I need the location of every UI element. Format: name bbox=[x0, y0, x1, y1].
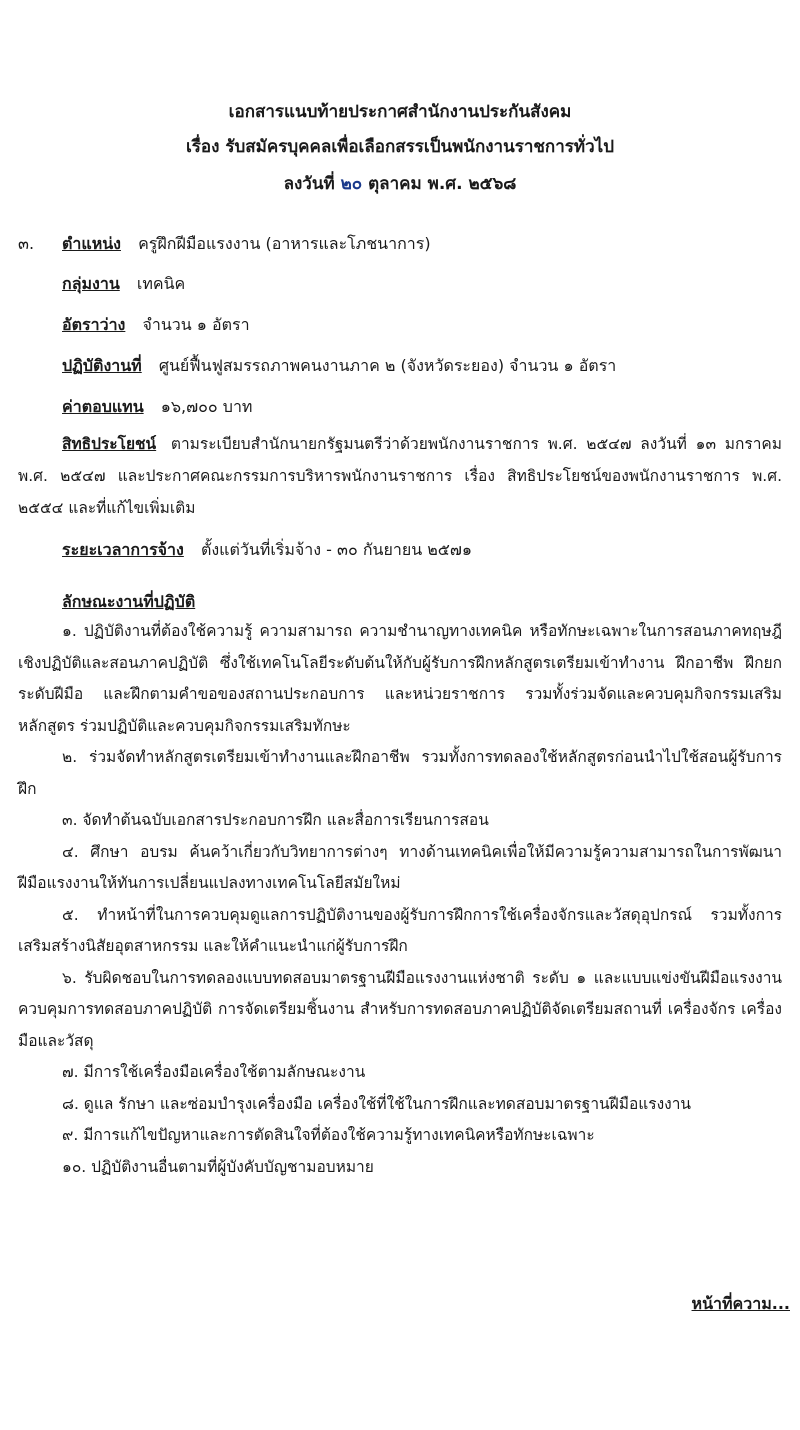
salary-label: ค่าตอบแทน bbox=[62, 397, 144, 416]
duty-item: ๘. ดูแล รักษา และซ่อมบำรุงเครื่องมือ เครื่องใช้ที่ใช้ในการฝึกและทดสอบมาตรฐานฝีมือแรงงาน bbox=[62, 1094, 692, 1113]
group-value: เทคนิค bbox=[136, 274, 186, 293]
duty-item: ๖. รับผิดชอบในการทดลองแบบทดสอบมาตรฐานฝีมือแรงงานแห่งชาติ ระดับ ๑ และแบบแข่งขันฝีมือแรงงาน ควบคุมการทดสอบภาคปฏิบัติ การจัดเตรียมชิ้นงาน สำหรับการทดสอบภาคปฏิบัติจัดเตรียมสถานที่ เครื่องจักร เครื่องมือและวัสดุ bbox=[18, 968, 782, 1050]
term-label: ระยะเวลาการจ้าง bbox=[62, 540, 184, 559]
position-field bbox=[62, 232, 431, 257]
duty-item: ๑๐. ปฏิบัติงานอื่นตามที่ผู้บังคับบัญชามอบหมาย bbox=[62, 1157, 374, 1176]
vacancy-field bbox=[62, 313, 250, 338]
benefits-text: ตามระเบียบสำนักนายกรัฐมนตรีว่าด้วยพนักงานราชการ พ.ศ. ๒๕๔๗ ลงวันที่ ๑๓ มกราคม พ.ศ. ๒๕๔๗ และประกาศคณะกรรมการบริหารพนักงานราชการ เรื่อง สิทธิประโยชน์ของพนักงานราชการ พ.ศ. ๒๕๕๔ และที่แก้ไขเพิ่มเติม bbox=[18, 435, 782, 517]
position-label: ตำแหน่ง bbox=[62, 234, 121, 253]
group-label: กลุ่มงาน bbox=[62, 274, 120, 293]
duty-item: ๙. มีการแก้ไขปัญหาและการตัดสินใจที่ต้องใช้ความรู้ทางเทคนิคหรือทักษะเฉพาะ bbox=[62, 1126, 595, 1144]
position-number: ๓. bbox=[18, 234, 35, 253]
duty-item: ๑. ปฏิบัติงานที่ต้องใช้ความรู้ ความสามารถ ความชำนาญทางเทคนิค หรือทักษะเฉพาะในการสอนภาคทฤษฎี เชิงปฏิบัติและสอนภาคปฏิบัติ ซึ่งใช้เทคโนโลยีระดับต้นให้กับผู้รับการฝึกหลักสูตรเตรียมเข้าทำงาน ฝึกอาชีพ ฝึกยกระดับฝีมือ และฝึกตามคำขอของสถานประกอบการ และหน่วยราชการ รวมทั้งร่วมจัดและควบคุมกิจกรรมเสริมหลักสูตร ร่วมปฏิบัติและควบคุมกิจกรรมเสริมทักษะ bbox=[18, 622, 782, 735]
vacancy-value: จำนวน ๑ อัตรา bbox=[142, 315, 250, 334]
term-field bbox=[62, 538, 472, 563]
duty-item: ๓. จัดทำต้นฉบับเอกสารประกอบการฝึก และสื่อการเรียนการสอน bbox=[62, 811, 489, 829]
duty-item: ๔. ศึกษา อบรม ค้นคว้าเกี่ยวกับวิทยาการต่างๆ ทางด้านเทคนิคเพื่อให้มีความรู้ความสามารถในการพัฒนาฝีมือแรงงานให้ทันการเปลี่ยนแปลงทางเทคโนโลยีสมัยใหม่ bbox=[18, 842, 782, 892]
next-page-indicator: หน้าที่ความ... bbox=[691, 1294, 790, 1313]
duties-list bbox=[18, 616, 782, 1183]
duty-item: ๗. มีการใช้เครื่องมือเครื่องใช้ตามลักษณะงาน bbox=[62, 1063, 366, 1081]
duty-item: ๕. ทำหน้าที่ในการควบคุมดูแลการปฏิบัติงานของผู้รับการฝึกการใช้เครื่องจักรและวัสดุอุปกรณ์ รวมทั้งการเสริมสร้างนิสัยอุตสาหกรรม และให้คำแนะนำแก่ผู้รับการฝึก bbox=[18, 905, 782, 955]
document-date bbox=[0, 170, 800, 197]
position-value: ครูฝึกฝีมือแรงงาน (อาหารและโภชนาการ) bbox=[138, 234, 431, 253]
workplace-label: ปฏิบัติงานที่ bbox=[62, 356, 142, 375]
vacancy-label: อัตราว่าง bbox=[62, 315, 126, 334]
salary-field bbox=[62, 395, 252, 420]
workplace-field bbox=[62, 354, 616, 379]
benefits-label: สิทธิประโยชน์ bbox=[62, 435, 157, 453]
group-field bbox=[62, 272, 185, 297]
document-title: เอกสารแนบท้ายประกาศสำนักงานประกันสังคม bbox=[228, 102, 572, 122]
workplace-value: ศูนย์ฟื้นฟูสมรรถภาพคนงานภาค ๒ (จังหวัดระยอง) จำนวน ๑ อัตรา bbox=[158, 356, 617, 375]
date-day: ๒๐ bbox=[340, 174, 363, 194]
date-suffix: ตุลาคม พ.ศ. ๒๕๖๘ bbox=[368, 174, 517, 194]
salary-value: ๑๖,๗๐๐ บาท bbox=[160, 397, 253, 416]
document-subject: เรื่อง รับสมัครบุคคลเพื่อเลือกสรรเป็นพนักงานราชการทั่วไป bbox=[185, 137, 614, 157]
duty-item: ๒. ร่วมจัดทำหลักสูตรเตรียมเข้าทำงานและฝึกอาชีพ รวมทั้งการทดลองใช้หลักสูตรก่อนนำไปใช้สอนผู้รับการฝึก bbox=[18, 748, 782, 798]
term-value: ตั้งแต่วันที่เริ่มจ้าง - ๓๐ กันยายน ๒๕๗๑ bbox=[200, 540, 473, 559]
benefits-paragraph bbox=[18, 428, 782, 524]
duties-heading: ลักษณะงานที่ปฏิบัติ bbox=[62, 592, 196, 611]
date-prefix: ลงวันที่ bbox=[283, 174, 335, 194]
